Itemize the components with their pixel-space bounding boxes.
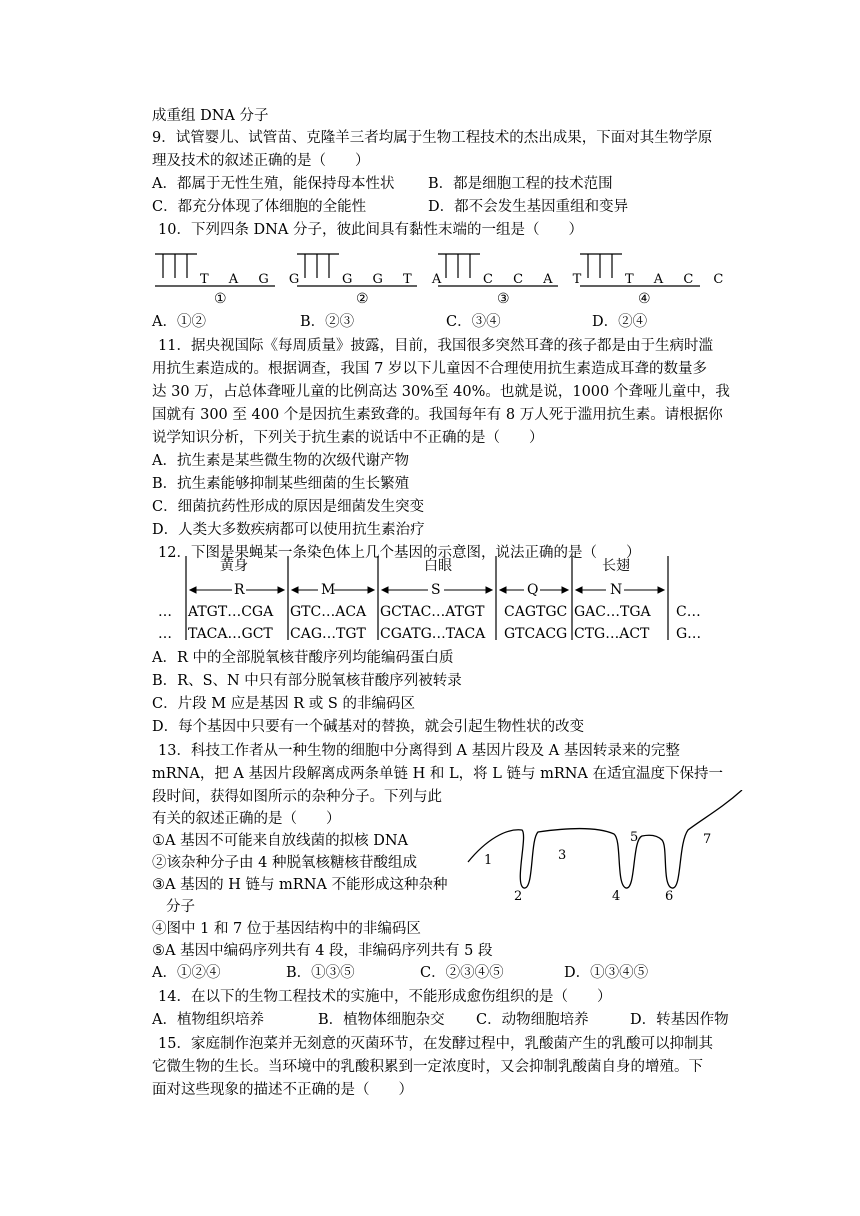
- q11-stem-4: 国就有 300 至 400 个是因抗生素致聋的。我国每年有 8 万人死于滥用抗生素。请根据你: [152, 407, 723, 423]
- seq-cell: C…: [676, 604, 701, 620]
- hybrid-molecule-figure: [466, 790, 746, 910]
- q9-stem-cont: 理及技术的叙述正确的是（ ）: [152, 153, 370, 169]
- q12-option-a: A．R 中的全部脱氧核苷酸序列均能编码蛋白质: [152, 650, 454, 666]
- dna-seq-4: T A C C: [625, 272, 732, 287]
- gene-label: Q: [527, 582, 539, 598]
- q9-option-d: D．都不会发生基因重组和变异: [428, 199, 629, 215]
- seq-cell: …: [158, 604, 172, 620]
- q9-option-c: C．都充分体现了体细胞的全能性: [152, 199, 367, 215]
- label-circle-1: ①: [214, 291, 227, 307]
- q14-option-a: A．植物组织培养: [152, 1012, 264, 1028]
- seq-cell: …: [158, 626, 172, 642]
- q14-option-b: B．植物体细胞杂交: [318, 1012, 445, 1028]
- figure-label: 2: [514, 889, 523, 904]
- q13-stem-2: mRNA，把 A 基因片段解离成两条单链 H 和 L，将 L 链与 mRNA 在适宜温度下保持一: [152, 766, 724, 782]
- seq-cell: CTG…ACT: [574, 626, 650, 642]
- seq-cell: GTCACG: [504, 626, 568, 642]
- q10-option-d: D．②④: [592, 314, 648, 330]
- gene-label: R: [234, 582, 245, 598]
- q9-option-b: B．都是细胞工程的技术范围: [428, 176, 613, 192]
- seq-cell: GAC…TGA: [574, 604, 651, 620]
- seq-cell: G…: [676, 626, 702, 642]
- hybrid-molecule-drawing: [466, 790, 746, 910]
- q14-option-c: C．动物细胞培养: [476, 1012, 589, 1028]
- q10-stem: 10．下列四条 DNA 分子，彼此间具有黏性末端的一组是（ ）: [158, 222, 583, 238]
- figure-label: 7: [703, 832, 712, 847]
- figure-label: 6: [665, 889, 674, 904]
- q12-option-d: D．每个基因中只要有一个碱基对的替换，就会引起生物性状的改变: [152, 719, 585, 735]
- q13-statement-3: ③A 基因的 H 链与 mRNA 不能形成这种杂种: [152, 877, 448, 893]
- q13-statement-3-cont: 分子: [166, 899, 195, 915]
- gene-map: [158, 552, 718, 642]
- seq-cell: GTC…ACA: [290, 604, 367, 620]
- seq-cell: TACA…GCT: [188, 626, 273, 642]
- q11-option-c: C．细菌抗药性形成的原因是细菌发生突变: [152, 499, 425, 515]
- q11-option-a: A．抗生素是某些微生物的次级代谢产物: [152, 453, 409, 469]
- q11-option-b: B．抗生素能够抑制某些细菌的生长繁殖: [152, 476, 410, 492]
- q10-option-c: C．③④: [446, 314, 501, 330]
- q9-stem: 9．试管婴儿、试管苗、克隆羊三者均属于生物工程技术的杰出成果，下面对其生物学原: [152, 130, 713, 146]
- figure-label: 3: [558, 848, 567, 863]
- q13-stem: 13．科技工作者从一种生物的细胞中分离得到 A 基因片段及 A 基因转录来的完整: [158, 743, 680, 759]
- q15-stem-2: 它微生物的生长。当环境中的乳酸积累到一定浓度时，又会抑制乳酸菌自身的增殖。下: [152, 1059, 703, 1075]
- seq-cell: CAG…TGT: [290, 626, 366, 642]
- seq-cell: CAGTGC: [504, 604, 568, 620]
- q12-stem: 12．下图是果蝇某一条染色体上几个基因的示意图，说法正确的是（ ）: [158, 545, 641, 561]
- q13-stem-3: 段时间，获得如图所示的杂种分子。下列与此: [152, 789, 442, 805]
- q10-option-b: B．②③: [300, 314, 355, 330]
- text-line: 成重组 DNA 分子: [152, 108, 269, 124]
- q11-stem-3: 达 30 万，占总体聋哑儿童的比例高达 30%至 40%。也就是说，1000 个聋哑儿童中，我: [152, 384, 730, 400]
- figure-label: 1: [484, 853, 493, 868]
- label-circle-3: ③: [497, 291, 510, 307]
- q11-stem-2: 用抗生素造成的。根据调查，我国 7 岁以下儿童因不合理使用抗生素造成耳聋的数量多: [152, 361, 707, 377]
- q12-option-b: B．R、S、N 中只有部分脱氧核苷酸序列被转录: [152, 673, 462, 689]
- q12-option-c: C．片段 M 应是基因 R 或 S 的非编码区: [152, 696, 415, 712]
- gene-label: N: [610, 582, 623, 598]
- dna-seq-3: C C A T: [483, 272, 590, 287]
- q11-stem: 11．据央视国际《每周质量》披露，目前，我国很多突然耳聋的孩子都是由于生病时滥: [158, 338, 713, 354]
- dna-seq-1: T A G G: [200, 272, 308, 287]
- figure-label: 5: [630, 830, 639, 845]
- q11-option-d: D．人类大多数疾病都可以使用抗生素治疗: [152, 522, 425, 538]
- trait-label: 黄身: [220, 558, 248, 574]
- q13-statement-2: ②该杂种分子由 4 种脱氧核糖核苷酸组成: [152, 855, 417, 871]
- trait-label: 白眼: [424, 558, 452, 574]
- q13-statement-1: ①A 基因不可能来自放线菌的拟核 DNA: [152, 833, 408, 849]
- q13-option-d: D．①③④⑤: [564, 965, 649, 981]
- q15-stem-3: 面对这些现象的描述不正确的是（ ）: [152, 1082, 413, 1098]
- q10-option-a: A．①②: [152, 314, 206, 330]
- figure-label: 4: [612, 889, 621, 904]
- seq-cell: GCTAC…ATGT: [380, 604, 485, 620]
- label-circle-2: ②: [356, 291, 369, 307]
- q14-option-d: D．转基因作物: [630, 1012, 729, 1028]
- q11-stem-5: 说学知识分析，下列关于抗生素的说话中不正确的是（ ）: [152, 430, 544, 446]
- trait-label: 长翅: [602, 558, 630, 574]
- q14-stem: 14．在以下的生物工程技术的实施中，不能形成愈伤组织的是（ ）: [158, 989, 612, 1005]
- q13-option-b: B．①③⑤: [286, 965, 355, 981]
- gene-label: M: [321, 582, 336, 598]
- q13-statement-4: ④图中 1 和 7 位于基因结构中的非编码区: [152, 921, 421, 937]
- gene-label: S: [431, 582, 441, 598]
- q9-option-a: A．都属于无性生殖，能保持母本性状: [152, 176, 395, 192]
- q15-stem: 15．家庭制作泡菜并无刻意的灭菌环节，在发酵过程中，乳酸菌产生的乳酸可以抑制其: [158, 1036, 713, 1052]
- seq-cell: ATGT…CGA: [188, 604, 274, 620]
- q13-statement-5: ⑤A 基因中编码序列共有 4 段，非编码序列共有 5 段: [152, 943, 493, 959]
- dna-seq-2: G G T A: [342, 272, 450, 287]
- seq-cell: CGATG…TACA: [380, 626, 486, 642]
- q13-option-c: C．②③④⑤: [420, 965, 504, 981]
- label-circle-4: ④: [638, 291, 651, 307]
- q13-stem-4: 有关的叙述正确的是（ ）: [152, 811, 341, 827]
- q13-option-a: A．①②④: [152, 965, 221, 981]
